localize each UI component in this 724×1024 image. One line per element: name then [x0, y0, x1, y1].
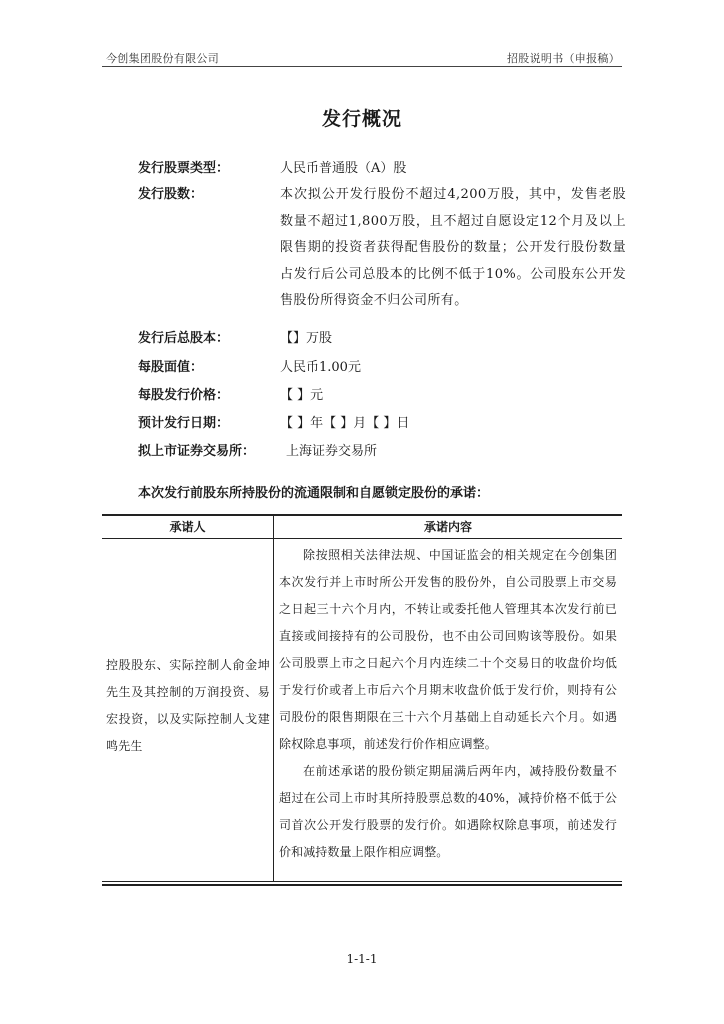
field-value: 上海证券交易所: [286, 444, 378, 459]
field-value: 【】万股: [280, 331, 333, 346]
field-label: 发行后总股本：: [138, 331, 230, 346]
table-bottom-border: [102, 881, 622, 882]
field-value: 人民币1.00元: [280, 360, 361, 375]
field-label: 拟上市证券交易所：: [138, 444, 256, 459]
column-header-promisor: 承诺人: [169, 520, 206, 534]
table-header-divider: [102, 538, 622, 539]
header-doc-type: 招股说明书（申报稿）: [507, 52, 620, 65]
commitment-table: [102, 514, 622, 886]
field-label: 发行股票类型：: [138, 161, 230, 176]
content-paragraph: 在前述承诺的股份锁定期届满后两年内，减持股份数量不超过在公司上市时其所持股票总数的40%，减持价格不低于公司首次公开发行股票的发行价。如遇除权除息事项，前述发行价和减持数量上限作相应调整。: [279, 764, 617, 859]
table-column-divider: [273, 516, 274, 881]
field-label: 每股发行价格：: [138, 388, 230, 403]
content-paragraph: 除按照相关法律法规、中国证监会的相关规定在今创集团本次发行并上市时所公开发售的股份外，自公司股票上市交易之日起三十六个月内，不转让或委托他人管理其本次发行前已直接或间接持有的公司股份，也不由公司回购该等股份。如果公司股票上市之日起六个月内连续二十个交易日的收盘价均低于发行价或者上市后六个月期末收盘价低于发行价，则持有公司股份的限售期限在三十六个月基础上自动延长六个月。如遇除权除息事项，前述发行价作相应调整。: [279, 548, 617, 751]
field-label: 发行股数：: [138, 187, 204, 202]
table-bottom-border-thick: [102, 884, 622, 886]
header-divider: [102, 66, 622, 67]
page-number: 1-1-1: [346, 952, 378, 966]
header-company: 今创集团股份有限公司: [106, 52, 219, 65]
table-cell-content: [279, 542, 617, 866]
field-label: 预计发行日期：: [138, 416, 230, 431]
field-value: 人民币普通股（A）股: [280, 161, 407, 176]
field-value: 本次拟公开发行股份不超过4,200万股，其中，发售老股数量不超过1,800万股，且不超过自愿设定12个月及以上限售期的投资者获得配售股份的数量；公开发行股份数量占发行后公司总股本的比例不低于10%。公司股东公开发售股份所得资金不归公司所有。: [280, 187, 626, 308]
field-label: 每股面值：: [138, 360, 204, 375]
commitment-heading: 本次发行前股东所持股份的流通限制和自愿锁定股份的承诺：: [138, 486, 490, 501]
column-header-content: 承诺内容: [423, 520, 472, 534]
field-value: 【 】年【 】月【 】日: [280, 416, 410, 431]
page-title: 发行概况: [321, 108, 402, 130]
table-top-border: [102, 514, 622, 516]
field-value: 【 】元: [280, 388, 324, 403]
table-cell-promisor: 控股股东、实际控制人俞金坤先生及其控制的万润投资、易宏投资，以及实际控制人戈建鸣先生: [106, 658, 270, 753]
